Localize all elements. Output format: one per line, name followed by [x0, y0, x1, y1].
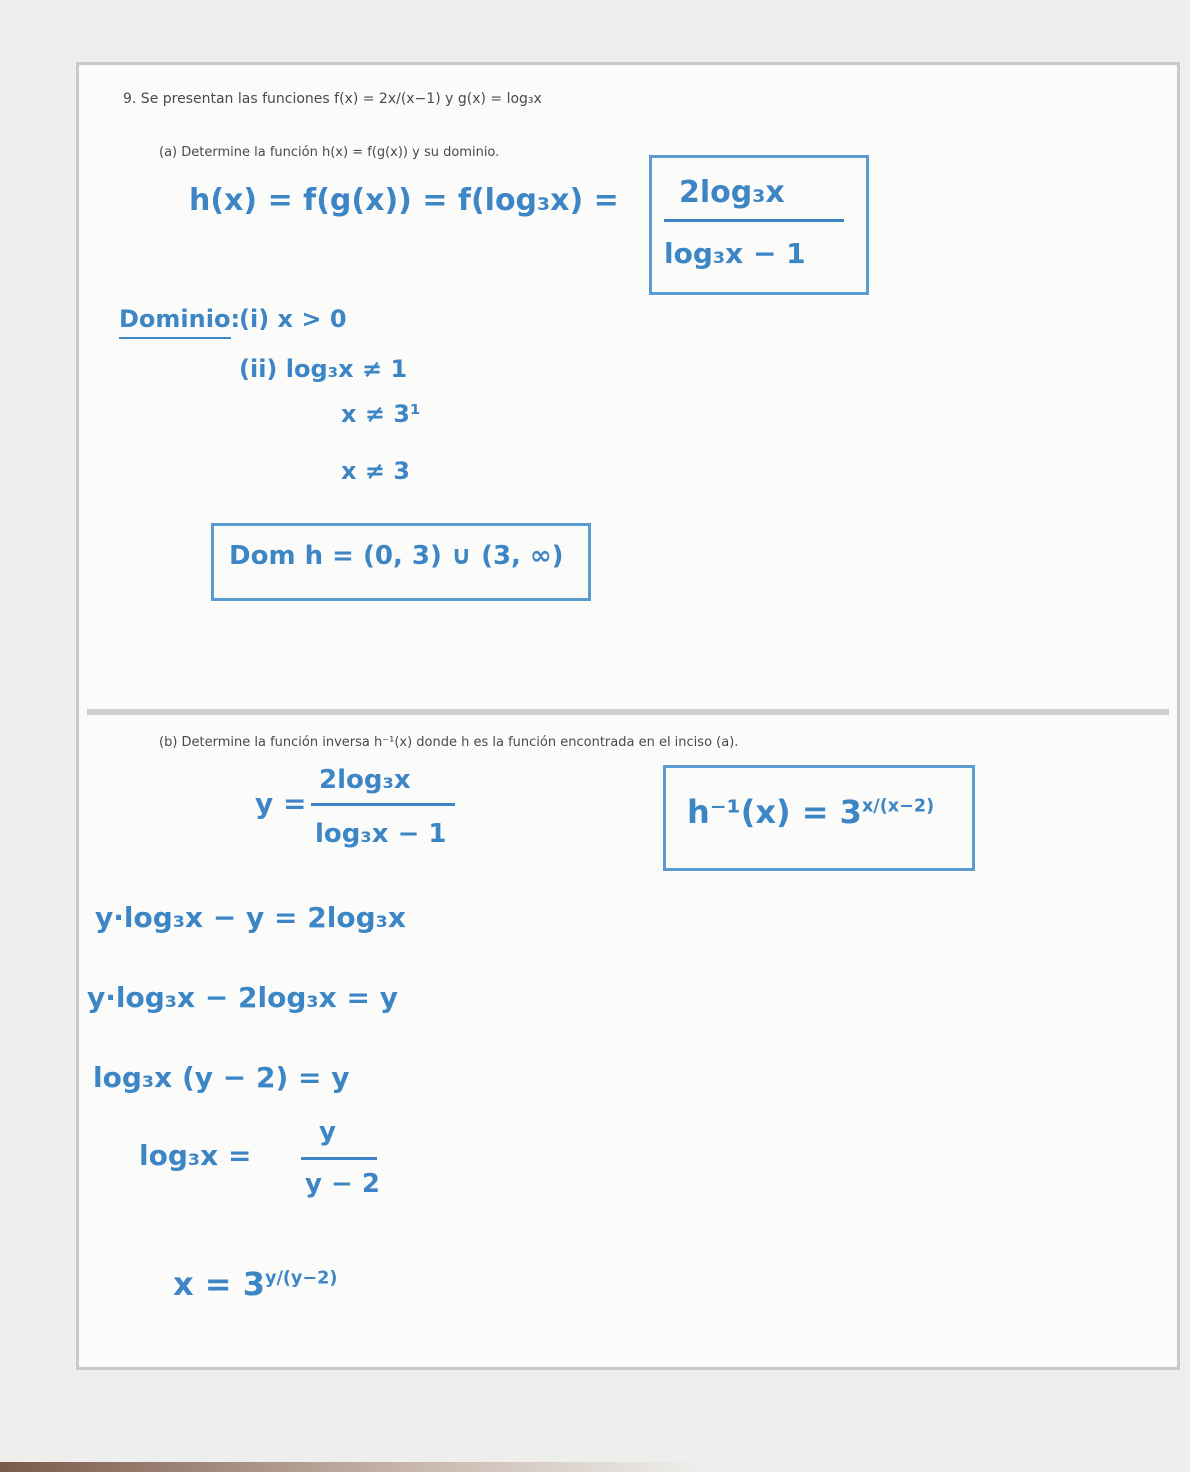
worksheet-page	[76, 62, 1180, 1370]
inverse-line5-lhs: log₃x =	[139, 1139, 252, 1172]
inverse-line1-numerator: 2log₃x	[319, 765, 411, 795]
section-divider	[87, 709, 1169, 715]
domain-condition-2: (ii) log₃x ≠ 1	[239, 355, 408, 383]
domain-result: Dom h = (0, 3) ∪ (3, ∞)	[229, 541, 564, 571]
inverse-line5-fraction-bar	[301, 1157, 377, 1160]
domain-step-1: x ≠ 3¹	[341, 400, 421, 428]
inverse-line6-exponent: y/(y−2)	[265, 1268, 338, 1289]
inverse-line4: log₃x (y − 2) = y	[93, 1061, 350, 1094]
desk-edge	[0, 1462, 700, 1472]
h-numerator: 2log₃x	[679, 175, 785, 210]
inverse-answer-base: h⁻¹(x) = 3	[687, 793, 862, 831]
h-fraction-bar	[664, 219, 844, 222]
part-b-prompt: (b) Determine la función inversa h⁻¹(x) donde h es la función encontrada en el inciso (a).	[159, 735, 739, 750]
inverse-answer-exponent: x/(x−2)	[861, 796, 935, 817]
inverse-y-equals: y =	[255, 787, 307, 820]
inverse-line5-denominator: y − 2	[305, 1169, 380, 1199]
inverse-line1-fraction-bar	[311, 803, 455, 806]
domain-condition-1: (i) x > 0	[239, 305, 347, 333]
inverse-line1-denominator: log₃x − 1	[315, 819, 447, 849]
inverse-line6-base: x = 3	[173, 1265, 265, 1303]
problem-statement: 9. Se presentan las funciones f(x) = 2x/(x−1) y g(x) = log₃x	[123, 91, 542, 107]
h-composition-expression: h(x) = f(g(x)) = f(log₃x) =	[189, 183, 619, 218]
inverse-line5-numerator: y	[319, 1117, 336, 1147]
domain-step-2: x ≠ 3	[341, 457, 410, 485]
domain-label-underline	[119, 337, 231, 339]
h-denominator: log₃x − 1	[664, 237, 806, 270]
inverse-answer	[687, 793, 934, 831]
inverse-line3: y·log₃x − 2log₃x = y	[87, 981, 398, 1014]
part-a-prompt: (a) Determine la función h(x) = f(g(x)) y su dominio.	[159, 145, 500, 160]
domain-label: Dominio:	[119, 305, 241, 333]
inverse-line6	[173, 1265, 337, 1303]
inverse-line2: y·log₃x − y = 2log₃x	[95, 901, 406, 934]
